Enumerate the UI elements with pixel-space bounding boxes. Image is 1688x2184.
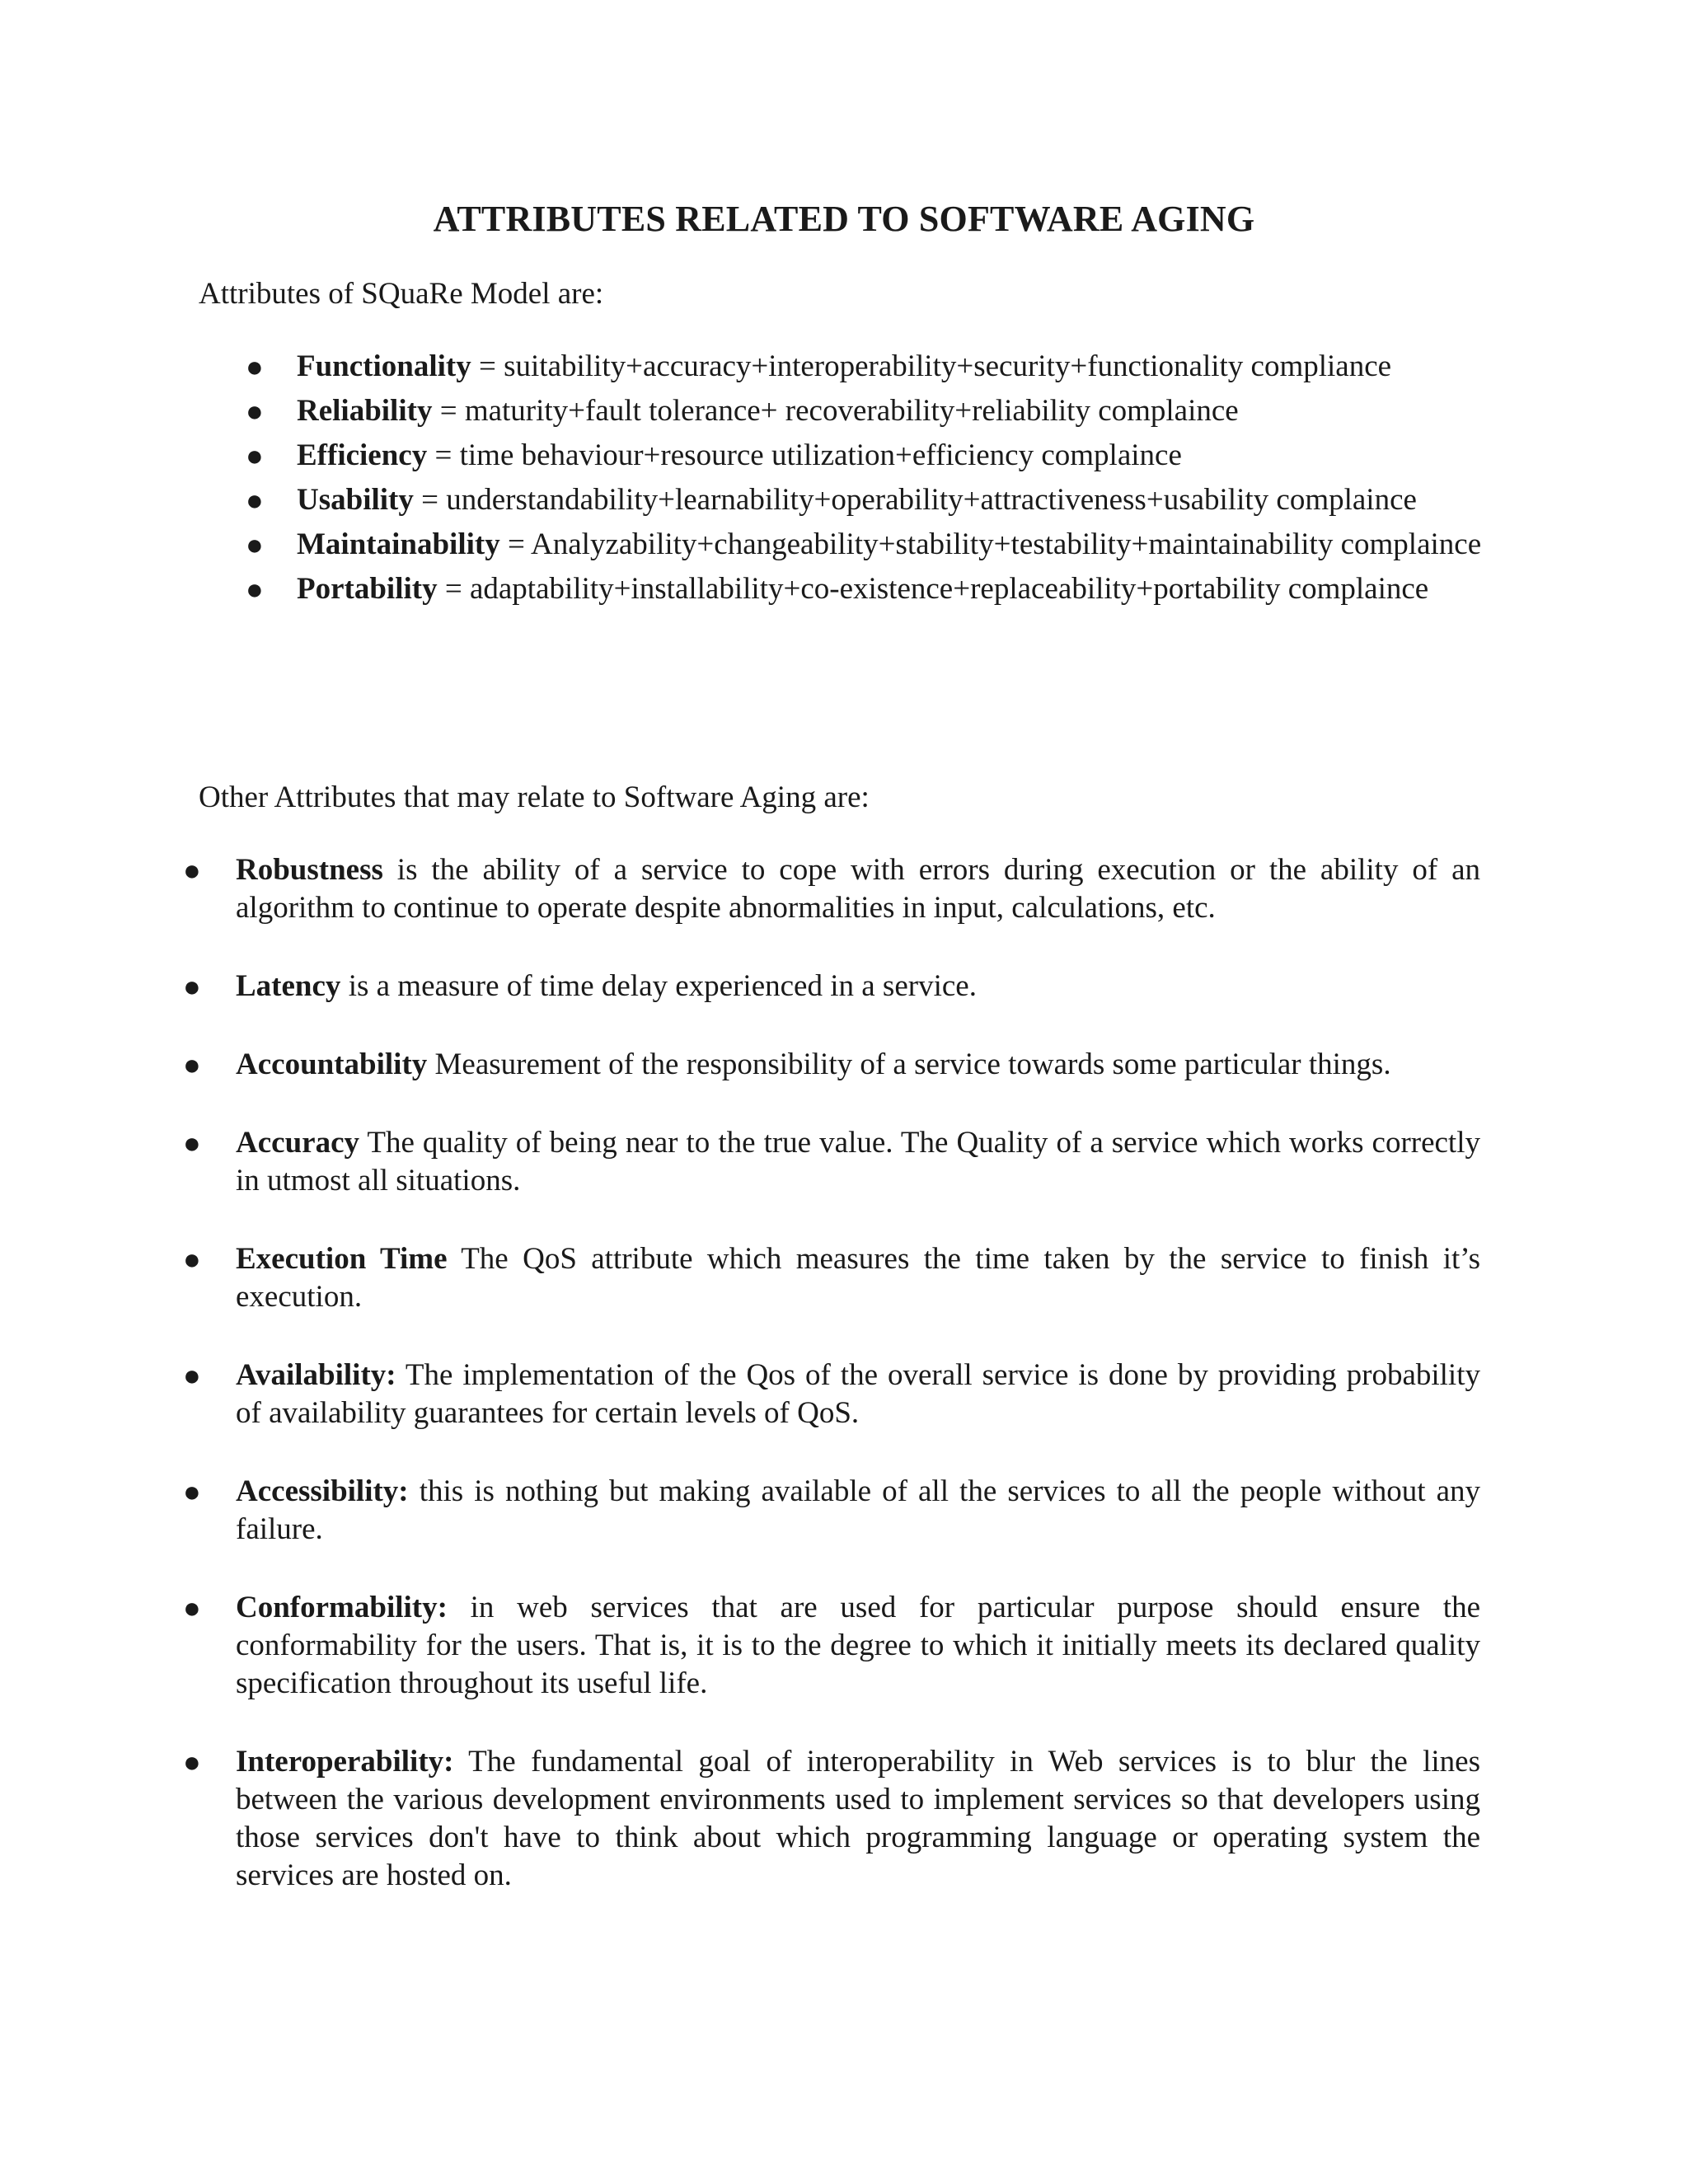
list-item bbox=[0, 1473, 1688, 1549]
bullet-icon: ● bbox=[183, 1475, 201, 1508]
attribute-term: Reliability bbox=[297, 394, 433, 428]
attribute-term: Accessibility: bbox=[236, 1474, 409, 1508]
attribute-term: Maintainability bbox=[297, 527, 500, 561]
attribute-definition: = maturity+fault tolerance+ recoverability+reliability complaince bbox=[432, 394, 1239, 428]
attribute-term: Conformability: bbox=[236, 1591, 448, 1624]
attribute-definition: this is nothing but making available of all the services to all the people without any failure. bbox=[236, 1474, 1480, 1546]
list-item bbox=[0, 344, 1688, 389]
list-item bbox=[0, 478, 1688, 523]
attribute-term: Interoperability: bbox=[236, 1745, 454, 1779]
attribute-definition: The quality of being near to the true value. The Quality of a service which works correctly in utmost all situations. bbox=[236, 1126, 1480, 1197]
bullet-icon: ● bbox=[183, 1591, 201, 1624]
list-item bbox=[0, 1240, 1688, 1316]
bullet-icon: ● bbox=[183, 1746, 201, 1779]
list-item bbox=[0, 1357, 1688, 1432]
other-attributes-intro: Other Attributes that may relate to Software Aging are: bbox=[199, 780, 870, 814]
attribute-definition: = adaptability+installability+co-existence+replaceability+portability complaince bbox=[437, 572, 1429, 606]
list-item bbox=[0, 567, 1688, 612]
list-item bbox=[0, 389, 1688, 434]
attribute-term: Availability: bbox=[236, 1358, 396, 1392]
attribute-definition: is the ability of a service to cope with errors during execution or the ability of an algorithm to continue to operate despite abnormalities in input, calculations, etc. bbox=[236, 853, 1480, 925]
attribute-term: Robustness bbox=[236, 853, 383, 887]
attribute-definition: Measurement of the responsibility of a service towards some particular things. bbox=[427, 1047, 1391, 1081]
attribute-definition: = time behaviour+resource utilization+efficiency complaince bbox=[427, 438, 1182, 472]
bullet-icon: ● bbox=[246, 573, 264, 606]
attribute-definition: = suitability+accuracy+interoperability+security+functionality compliance bbox=[471, 349, 1392, 383]
bullet-icon: ● bbox=[246, 439, 264, 472]
attribute-term: Efficiency bbox=[297, 438, 428, 472]
attribute-term: Accuracy bbox=[236, 1126, 359, 1160]
attribute-definition: = Analyzability+changeability+stability+testability+maintainability complaince bbox=[499, 527, 1482, 561]
other-attribute-list bbox=[0, 851, 1688, 1935]
list-item bbox=[0, 434, 1688, 478]
square-attribute-list bbox=[0, 344, 1688, 612]
attribute-definition: is a measure of time delay experienced in a service. bbox=[340, 969, 977, 1003]
list-item bbox=[0, 1589, 1688, 1703]
attribute-definition: The QoS attribute which measures the time taken by the service to finish it’s execution. bbox=[236, 1242, 1480, 1314]
attribute-definition: The fundamental goal of interoperability in Web services is to blur the lines between the various development environments used to implement services so that developers using those services don't have to think about which programming language or operating system the services are hosted on. bbox=[236, 1745, 1480, 1892]
bullet-icon: ● bbox=[183, 970, 201, 1003]
bullet-icon: ● bbox=[183, 1048, 201, 1081]
attribute-term: Functionality bbox=[297, 349, 471, 383]
list-item bbox=[0, 968, 1688, 1005]
bullet-icon: ● bbox=[183, 1243, 201, 1276]
bullet-icon: ● bbox=[246, 395, 264, 428]
bullet-icon: ● bbox=[246, 528, 264, 561]
bullet-icon: ● bbox=[183, 854, 201, 887]
bullet-icon: ● bbox=[246, 350, 264, 383]
attribute-term: Accountability bbox=[236, 1047, 428, 1081]
attribute-definition: in web services that are used for particular purpose should ensure the conformability for the users. That is, it is to the degree to which it initially meets its declared quality specification throughout its useful life. bbox=[236, 1591, 1480, 1700]
list-item bbox=[0, 851, 1688, 927]
attribute-definition: = understandability+learnability+operability+attractiveness+usability complaince bbox=[413, 483, 1417, 517]
attribute-term: Usability bbox=[297, 483, 414, 517]
bullet-icon: ● bbox=[183, 1359, 201, 1392]
square-intro: Attributes of SQuaRe Model are: bbox=[199, 277, 604, 311]
attribute-term: Portability bbox=[297, 572, 438, 606]
attribute-term: Execution Time bbox=[236, 1242, 448, 1276]
attribute-definition: The implementation of the Qos of the overall service is done by providing probability of availability guarantees for certain levels of QoS. bbox=[236, 1358, 1480, 1430]
list-item bbox=[0, 523, 1688, 567]
bullet-icon: ● bbox=[183, 1127, 201, 1160]
attribute-term: Latency bbox=[236, 969, 341, 1003]
bullet-icon: ● bbox=[246, 484, 264, 517]
list-item bbox=[0, 1046, 1688, 1084]
page-title: ATTRIBUTES RELATED TO SOFTWARE AGING bbox=[433, 199, 1255, 239]
list-item bbox=[0, 1124, 1688, 1200]
list-item bbox=[0, 1743, 1688, 1895]
